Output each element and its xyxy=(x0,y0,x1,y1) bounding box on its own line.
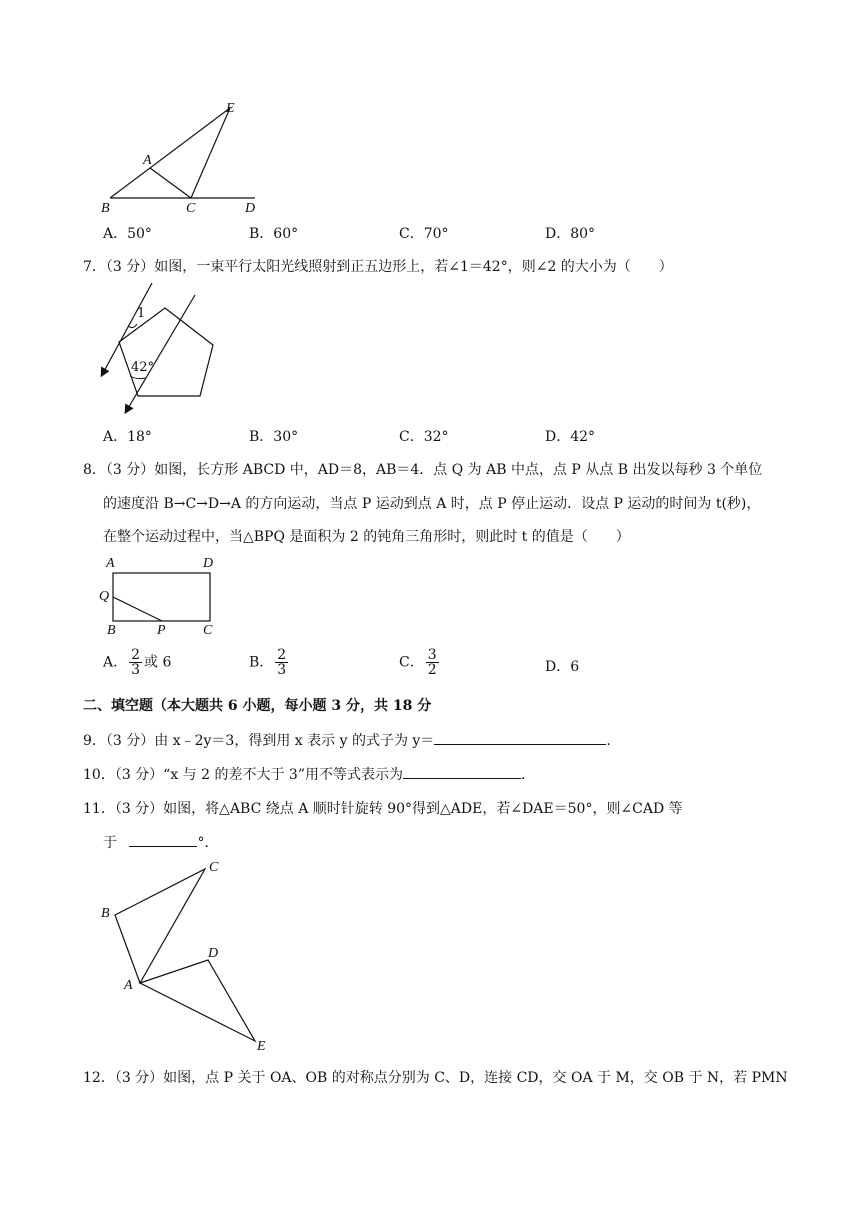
q11-label-c: C xyxy=(209,860,219,875)
q7-option-d[interactable]: D．42° xyxy=(545,429,596,445)
q11-label-b: B xyxy=(101,906,110,921)
q7-stem: 7．（3 分）如图，一束平行太阳光线照射到正五边形上，若∠1＝42°，则∠2 的大小为（ ） xyxy=(83,259,673,275)
q8-option-c[interactable] xyxy=(399,648,441,677)
q8-option-c-den: 2 xyxy=(427,662,437,678)
q7-figure xyxy=(95,280,225,415)
q8-option-b-den: 3 xyxy=(277,662,287,678)
q10-prefix: 10．（3 分）“x 与 2 的差不大于 3”用不等式表示为 xyxy=(83,767,403,783)
q11-line-2-suffix: °． xyxy=(197,835,219,851)
q6-option-d[interactable]: D．80° xyxy=(545,226,596,242)
q8-option-a[interactable] xyxy=(103,648,171,677)
q8-option-c-fraction xyxy=(426,648,439,677)
q7-option-c[interactable]: C．32° xyxy=(399,429,449,445)
q9-prefix: 9．（3 分）由 x﹣2y＝3，得到用 x 表示 y 的式子为 y＝ xyxy=(83,733,435,749)
q7-diagram xyxy=(95,280,225,415)
q7-angle-42-label: 42° xyxy=(131,360,155,375)
q8-option-b[interactable] xyxy=(249,648,290,677)
q11-label-e: E xyxy=(257,1039,266,1054)
q8-label-q: Q xyxy=(99,589,110,604)
q8-option-b-num: 2 xyxy=(277,647,287,663)
q8-figure xyxy=(95,556,225,642)
q8-line-2: 的速度沿 B→C→D→A 的方向运动，当点 P 运动到点 A 时，点 P 停止运动．设点 P 运动的时间为 t(秒)， xyxy=(103,496,761,512)
q8-option-a-num: 2 xyxy=(131,647,141,663)
q8-option-d[interactable]: D．6 xyxy=(545,659,580,675)
q8-label-b: B xyxy=(107,623,116,638)
q6-option-b[interactable]: B．60° xyxy=(249,226,299,242)
q8-option-b-fraction xyxy=(275,648,288,677)
q7-option-a[interactable]: A．18° xyxy=(103,429,152,445)
q6-option-a[interactable]: A．50° xyxy=(103,226,152,242)
q11-line-1: 11．（3 分）如图，将△ABC 绕点 A 顺时针旋转 90°得到△ADE，若∠DAE＝50°，则∠CAD 等 xyxy=(83,801,683,817)
q6-label-a: A xyxy=(143,153,152,168)
q8-option-a-fraction xyxy=(129,648,142,677)
q8-label-d: D xyxy=(203,556,214,571)
q6-label-b: B xyxy=(101,201,110,216)
q8-option-a-prefix: A． xyxy=(103,654,128,671)
q8-label-p: P xyxy=(157,623,166,638)
q11-diagram xyxy=(95,858,285,1058)
q8-line-1: 8．（3 分）如图，长方形 ABCD 中，AD＝8，AB＝4．点 Q 为 AB 中点，点 P 从点 B 出发以每秒 3 个单位 xyxy=(83,462,763,478)
q9-question xyxy=(83,730,620,751)
q11-label-d: D xyxy=(208,946,219,961)
q6-label-e: E xyxy=(226,101,235,116)
q8-option-c-prefix: C． xyxy=(399,654,424,671)
q7-angle-1-label: 1 xyxy=(137,306,146,321)
q8-line-3: 在整个运动过程中，当△BPQ 是面积为 2 的钝角三角形时，则此时 t 的值是（ ） xyxy=(103,529,630,545)
q10-answer-blank[interactable] xyxy=(403,764,521,779)
q12-line-1: 12．（3 分）如图，点 P 关于 OA、OB 的对称点分别为 C、D，连接 CD，交 OA 于 M，交 OB 于 N，若 PMN xyxy=(83,1070,788,1086)
q6-option-c[interactable]: C．70° xyxy=(399,226,449,242)
q11-line-2 xyxy=(103,832,218,853)
q8-option-a-suffix: 或 6 xyxy=(144,654,172,671)
q11-line-2-prefix: 于 xyxy=(103,835,117,851)
q11-figure xyxy=(95,858,285,1058)
q9-suffix: ． xyxy=(606,733,621,749)
q8-option-a-den: 3 xyxy=(131,662,141,678)
q8-option-b-prefix: B． xyxy=(249,654,274,671)
section-2-heading: 二、填空题（本大题共 6 小题，每小题 3 分，共 18 分 xyxy=(83,698,432,714)
q11-label-a: A xyxy=(124,978,133,993)
q10-suffix: ． xyxy=(521,767,535,783)
q8-label-a: A xyxy=(106,556,115,571)
q8-option-c-num: 3 xyxy=(427,647,437,663)
q6-label-c: C xyxy=(186,201,196,216)
q10-question xyxy=(83,764,535,785)
q6-figure xyxy=(95,95,275,220)
q8-label-c: C xyxy=(203,623,213,638)
q7-option-b[interactable]: B．30° xyxy=(249,429,299,445)
q11-answer-blank[interactable] xyxy=(129,832,197,847)
q9-answer-blank[interactable] xyxy=(434,730,606,745)
q6-label-d: D xyxy=(245,201,256,216)
